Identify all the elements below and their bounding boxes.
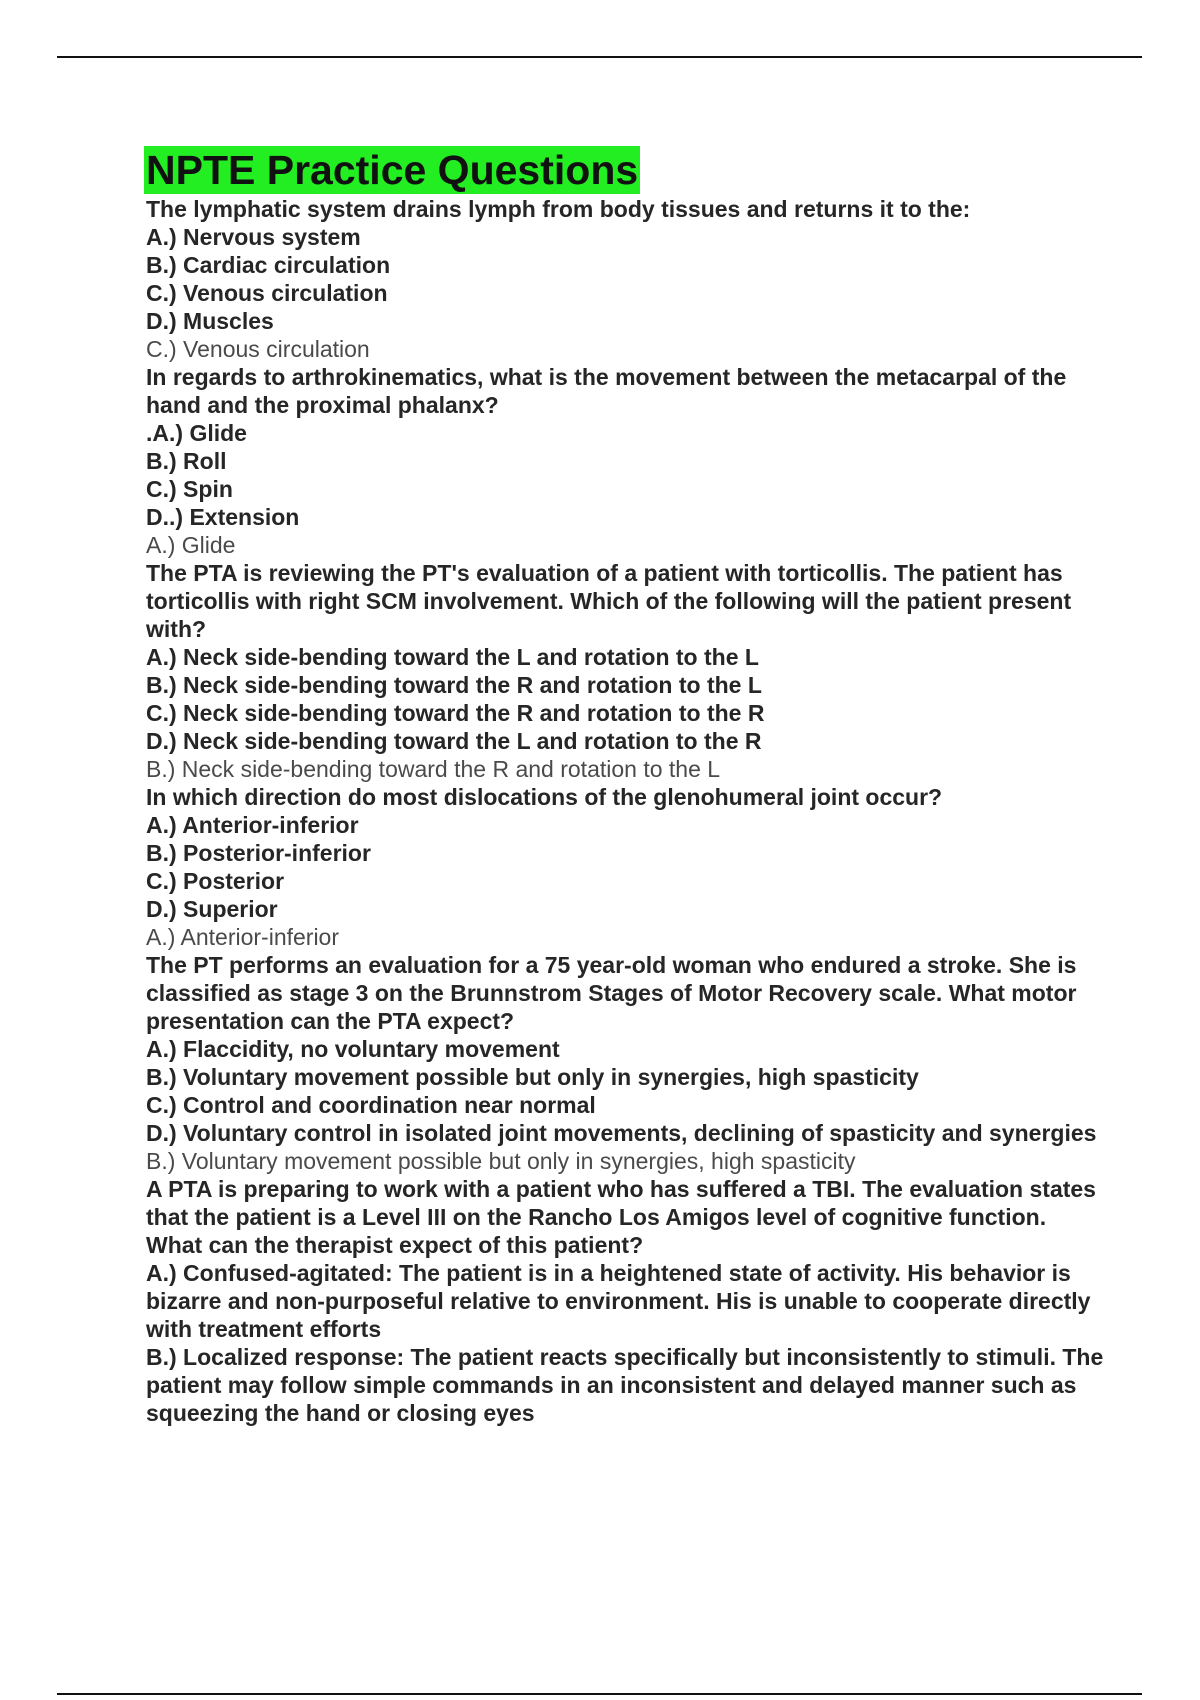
document-body: [146, 146, 1106, 1427]
answer-option: D..) Extension: [146, 504, 300, 530]
page-title: NPTE Practice Questions: [146, 147, 639, 193]
answer-option: C.) Venous circulation: [146, 280, 388, 306]
question-block: [146, 1175, 1106, 1427]
question-block: [146, 783, 1106, 951]
question-block: [146, 951, 1106, 1175]
top-divider: [57, 56, 1142, 58]
answer-option: C.) Neck side-bending toward the R and rotation to the R: [146, 700, 765, 726]
answer-option: D.) Muscles: [146, 308, 274, 334]
answer-option: C.) Posterior: [146, 868, 285, 894]
question-block: [146, 195, 1106, 363]
question-text: The PTA is reviewing the PT's evaluation of a patient with torticollis. The patient has torticollis with right SCM involvement. Which of the following will the patient present with?: [146, 560, 1072, 642]
answer-option: B.) Voluntary movement possible but only in synergies, high spasticity: [146, 1064, 919, 1090]
answer-option: C.) Control and coordination near normal: [146, 1092, 596, 1118]
answer-option: A.) Anterior-inferior: [146, 812, 359, 838]
question-text: In which direction do most dislocations of the glenohumeral joint occur?: [146, 784, 943, 810]
answer-option: D.) Voluntary control in isolated joint movements, declining of spasticity and synergies: [146, 1120, 1097, 1146]
answer-option: A.) Nervous system: [146, 224, 361, 250]
answer-option: A.) Neck side-bending toward the L and rotation to the L: [146, 644, 759, 670]
question-text: The lymphatic system drains lymph from body tissues and returns it to the:: [146, 196, 971, 222]
answer-option: B.) Posterior-inferior: [146, 840, 371, 866]
answer-option: A.) Confused-agitated: The patient is in a heightened state of activity. His behavior is bizarre and non-purposeful relative to environment. His is unable to cooperate directly with treatment efforts: [146, 1260, 1091, 1342]
correct-answer: B.) Voluntary movement possible but only in synergies, high spasticity: [146, 1148, 856, 1174]
question-block: [146, 559, 1106, 783]
correct-answer: B.) Neck side-bending toward the R and rotation to the L: [146, 756, 721, 782]
answer-option: D.) Superior: [146, 896, 278, 922]
correct-answer: C.) Venous circulation: [146, 336, 370, 362]
answer-option: A.) Flaccidity, no voluntary movement: [146, 1036, 560, 1062]
answer-option: D.) Neck side-bending toward the L and rotation to the R: [146, 728, 762, 754]
answer-option: C.) Spin: [146, 476, 233, 502]
answer-option: B.) Roll: [146, 448, 227, 474]
correct-answer: A.) Anterior-inferior: [146, 924, 340, 950]
correct-answer: A.) Glide: [146, 532, 236, 558]
answer-option: B.) Cardiac circulation: [146, 252, 391, 278]
answer-option: B.) Neck side-bending toward the R and rotation to the L: [146, 672, 762, 698]
bottom-divider: [57, 1693, 1142, 1695]
question-text: The PT performs an evaluation for a 75 year-old woman who endured a stroke. She is classified as stage 3 on the Brunnstrom Stages of Motor Recovery scale. What motor presentation can the PTA expect?: [146, 952, 1077, 1034]
question-text: In regards to arthrokinematics, what is the movement between the metacarpal of the hand and the proximal phalanx?: [146, 364, 1067, 418]
question-block: [146, 363, 1106, 559]
answer-option: B.) Localized response: The patient reacts specifically but inconsistently to stimuli. The patient may follow simple commands in an inconsistent and delayed manner such as squeezing the hand or closing eyes: [146, 1344, 1104, 1426]
question-text: A PTA is preparing to work with a patient who has suffered a TBI. The evaluation states that the patient is a Level III on the Rancho Los Amigos level of cognitive function. What can the therapist expect of this patient?: [146, 1176, 1096, 1258]
answer-option: .A.) Glide: [146, 420, 247, 446]
